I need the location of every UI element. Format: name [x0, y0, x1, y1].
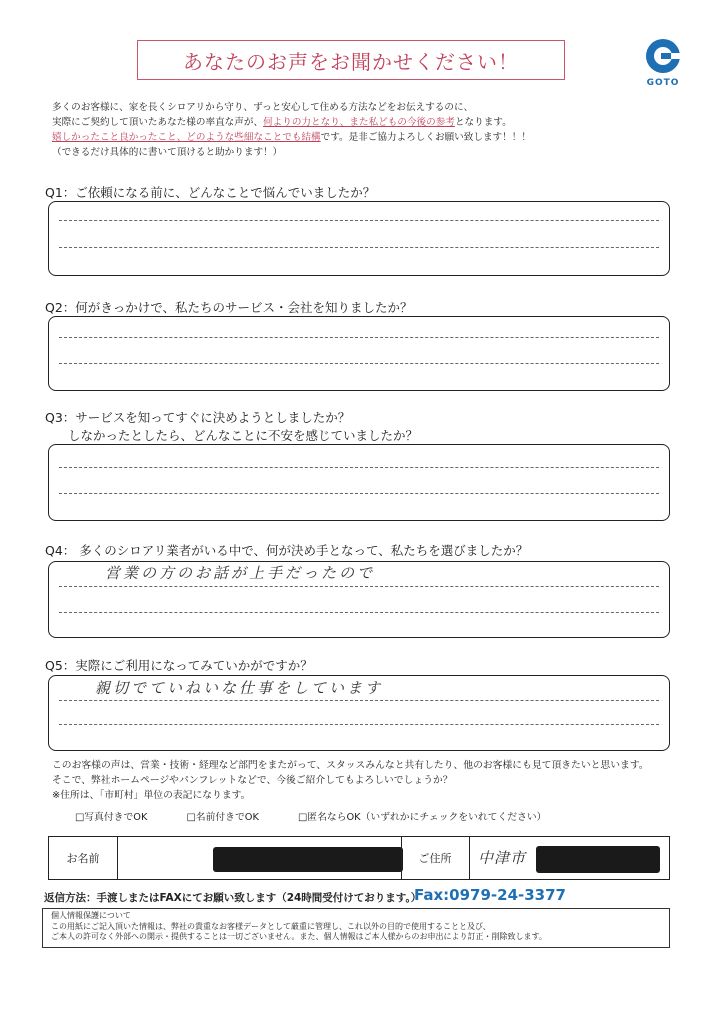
consent-options [75, 809, 582, 823]
intro-highlight-2: 嬉しかったこと良かったこと、どのような些細なことでも結構 [52, 132, 321, 143]
question-3-label-2: しなかったとしたら、どんなことに不安を感じていましたか？ [68, 428, 419, 443]
intro-line-2c: となります。 [454, 117, 512, 128]
return-method: 返信方法：手渡しまたはFAXにてお願い致します（24時間受付けております。） [44, 892, 422, 904]
address-redaction [536, 846, 660, 873]
answer-box-3[interactable] [48, 444, 670, 521]
address-field[interactable] [470, 837, 669, 879]
intro-line-3b: です。是非ご協力よろしくお願い致します！！！ [320, 132, 531, 143]
checkbox-name-ok[interactable]: □名前付きでOK [186, 812, 259, 823]
answer-4-handwriting: 営業の方のお話が上手だったので [105, 564, 376, 582]
consent-notes [52, 758, 672, 803]
question-1-label: Q1：ご依頼になる前に、どんなことで悩んでいましたか？ [45, 185, 376, 200]
logo-text: GOTO [646, 78, 680, 88]
address-label: ご住所 [418, 852, 452, 865]
page-title: あなたのお声をお聞かせください！ [137, 40, 565, 80]
answer-box-2[interactable] [48, 316, 670, 391]
answer-5-handwriting: 親切でていねいな仕事をしています [95, 679, 384, 697]
intro-line-2a: 実際にご契約して頂いたあなた様の率直な声が、 [52, 117, 264, 128]
name-redaction [213, 847, 403, 872]
intro-line-3 [52, 130, 672, 145]
name-field[interactable] [118, 837, 400, 879]
checkbox-anonymous-ok[interactable]: □匿名ならOK（いずれかにチェックをいれてください） [298, 812, 547, 823]
intro-line-4: （できるだけ具体的に書いて頂けると助かります！） [52, 147, 283, 158]
notes-line-1: このお客様の声は、営業・技術・経理など部門をまたがって、スタッスみんなと共有したり、他のお客様にも見て頂きたいと思います。 [52, 760, 649, 771]
answer-box-4[interactable] [48, 561, 670, 638]
privacy-line-2: ご本人の許可なく外部への開示・提供することは一切ございません。また、個人情報はご本人様からのお申出により訂正・削除致します。 [51, 932, 547, 941]
intro-line-1: 多くのお客様に、家を長くシロアリから守り、ずっと安心して住める方法などをお伝えするのに、 [52, 102, 474, 113]
privacy-line-1: この用紙にご記入頂いた情報は、弊社の貴重なお客様データとして厳重に管理し、これ以外の目的で使用することと及び、 [51, 921, 491, 931]
question-4-label: Q4： 多くのシロアリ業者がいる中で、何が決め手となって、私たちを選びましたか？ [45, 543, 529, 558]
notes-line-2: そこで、弊社ホームページやパンフレットなどで、今後ご紹介してもよろしいでしょうか？ [52, 775, 453, 786]
question-5-label: Q5：実際にご利用になってみていかがですか？ [45, 658, 313, 673]
answer-box-5[interactable] [48, 675, 670, 751]
name-label: お名前 [66, 852, 100, 865]
name-address-table [48, 836, 670, 880]
privacy-notice [42, 908, 670, 948]
notes-line-3: ※住所は、「市町村」単位の表記になります。 [52, 790, 251, 801]
intro-text [52, 100, 672, 160]
intro-line-2 [52, 115, 672, 130]
intro-highlight-1: 何よりの力となり、また私どもの今後の参考 [263, 117, 455, 128]
question-3-label: Q3：サービスを知ってすぐに決めようとしましたか？ [45, 410, 351, 425]
address-handwriting: 中津市 [478, 849, 527, 867]
question-2-label: Q2：何がきっかけで、私たちのサービス・会社を知りましたか？ [45, 300, 413, 315]
privacy-title: 個人情報保護について [51, 911, 131, 920]
fax-number: Fax:0979-24-3377 [414, 886, 566, 904]
checkbox-photo-ok[interactable]: □写真付きでOK [75, 812, 148, 823]
answer-box-1[interactable] [48, 201, 670, 276]
